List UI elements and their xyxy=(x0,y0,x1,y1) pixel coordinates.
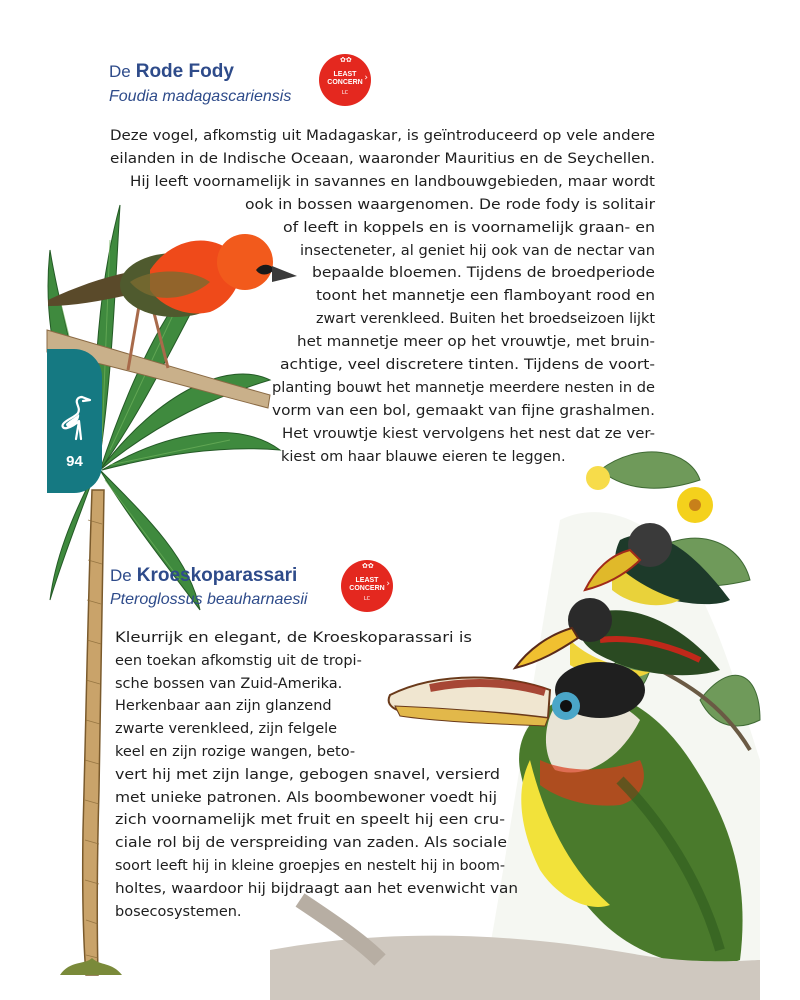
badge-line-1: LEAST xyxy=(333,71,357,78)
text-line: bosecosystemen. xyxy=(115,903,242,920)
aracari-title-main: Kroeskoparassari xyxy=(136,565,298,586)
text-line: toont het mannetje een flamboyant rood en xyxy=(316,288,655,305)
text-line: planting bouwt het mannetje meerdere nesten in de xyxy=(272,379,655,396)
iucn-logo-icon: ✿✿ xyxy=(362,562,374,570)
text-line: soort leeft hij in kleine groepjes en nestelt hij in boom- xyxy=(115,858,505,874)
page-number: 94 xyxy=(66,453,83,470)
aracari-latin-name: Pteroglossus beauharnaesii xyxy=(110,591,308,608)
text-line: Kleurrijk en elegant, de Kroeskoparassari is xyxy=(115,630,472,646)
fody-latin-name: Foudia madagascariensis xyxy=(109,88,292,105)
heron-icon xyxy=(56,393,92,441)
text-line: zwarte verenkleed, zijn felgele xyxy=(115,721,338,738)
iucn-logo-icon: ✿✿ xyxy=(340,56,352,64)
badge-line-1: LEAST xyxy=(355,577,379,584)
text-line: Het vrouwtje kiest vervolgens het nest dat ze ver- xyxy=(282,425,655,442)
aracari-conservation-badge[interactable] xyxy=(341,560,393,612)
aracari-title-prefix: De xyxy=(110,566,132,585)
text-line: zich voornamelijk met fruit en speelt hij een cru- xyxy=(115,812,506,829)
aracari-illustration xyxy=(270,452,760,1000)
text-line: zwart verenkleed. Buiten het broedseizoen lijkt xyxy=(316,311,655,328)
badge-line-2: CONCERN xyxy=(349,585,385,592)
text-line: Hij leeft voornamelijk in savannes en landbouwgebieden, maar wordt xyxy=(130,173,655,190)
text-line: ook in bossen waargenomen. De rode fody is solitair xyxy=(245,196,655,213)
fody-title-prefix: De xyxy=(109,62,131,81)
text-line: insecteneter, al geniet hij ook van de nectar van xyxy=(300,242,655,259)
fody-title xyxy=(109,61,234,83)
text-line: sche bossen van Zuid-Amerika. xyxy=(115,675,343,692)
text-line: eilanden in de Indische Oceaan, waaronder Mauritius en de Seychellen. xyxy=(110,150,655,167)
text-line: het mannetje meer op het vrouwtje, met bruin- xyxy=(297,334,655,351)
chevron-right-icon: › xyxy=(386,579,390,589)
text-line: holtes, waardoor hij bijdraagt aan het evenwicht van xyxy=(115,880,518,897)
chapter-tab xyxy=(47,349,102,493)
text-line: vert hij met zijn lange, gebogen snavel, versierd xyxy=(115,766,500,783)
chevron-right-icon: › xyxy=(364,73,368,83)
text-line: met unieke patronen. Als boombewoner voedt hij xyxy=(115,789,497,806)
text-line: keel en zijn rozige wangen, beto- xyxy=(115,744,356,760)
badge-line-2: CONCERN xyxy=(327,79,363,86)
aracari-title xyxy=(110,565,297,587)
text-line: of leeft in koppels en is voornamelijk graan- en xyxy=(283,219,655,236)
badge-code: LC xyxy=(363,596,371,602)
text-line: ciale rol bij de verspreiding van zaden. Als sociale xyxy=(115,835,507,852)
text-line: Herkenbaar aan zijn glanzend xyxy=(115,698,332,715)
text-line: Deze vogel, afkomstig uit Madagaskar, is geïntroduceerd op vele andere xyxy=(110,128,655,144)
text-line: achtige, veel discretere tinten. Tijdens de voort- xyxy=(280,357,655,373)
text-line: vorm van een bol, gemaakt van fijne grashalmen. xyxy=(272,402,655,419)
badge-code: LC xyxy=(341,90,349,96)
text-line: kiest om haar blauwe eieren te leggen. xyxy=(281,448,566,465)
text-line: een toekan afkomstig uit de tropi- xyxy=(115,652,362,669)
text-line: bepaalde bloemen. Tijdens de broedperiode xyxy=(312,265,655,282)
fody-title-main: Rode Fody xyxy=(135,61,234,82)
fody-conservation-badge[interactable] xyxy=(319,54,371,106)
